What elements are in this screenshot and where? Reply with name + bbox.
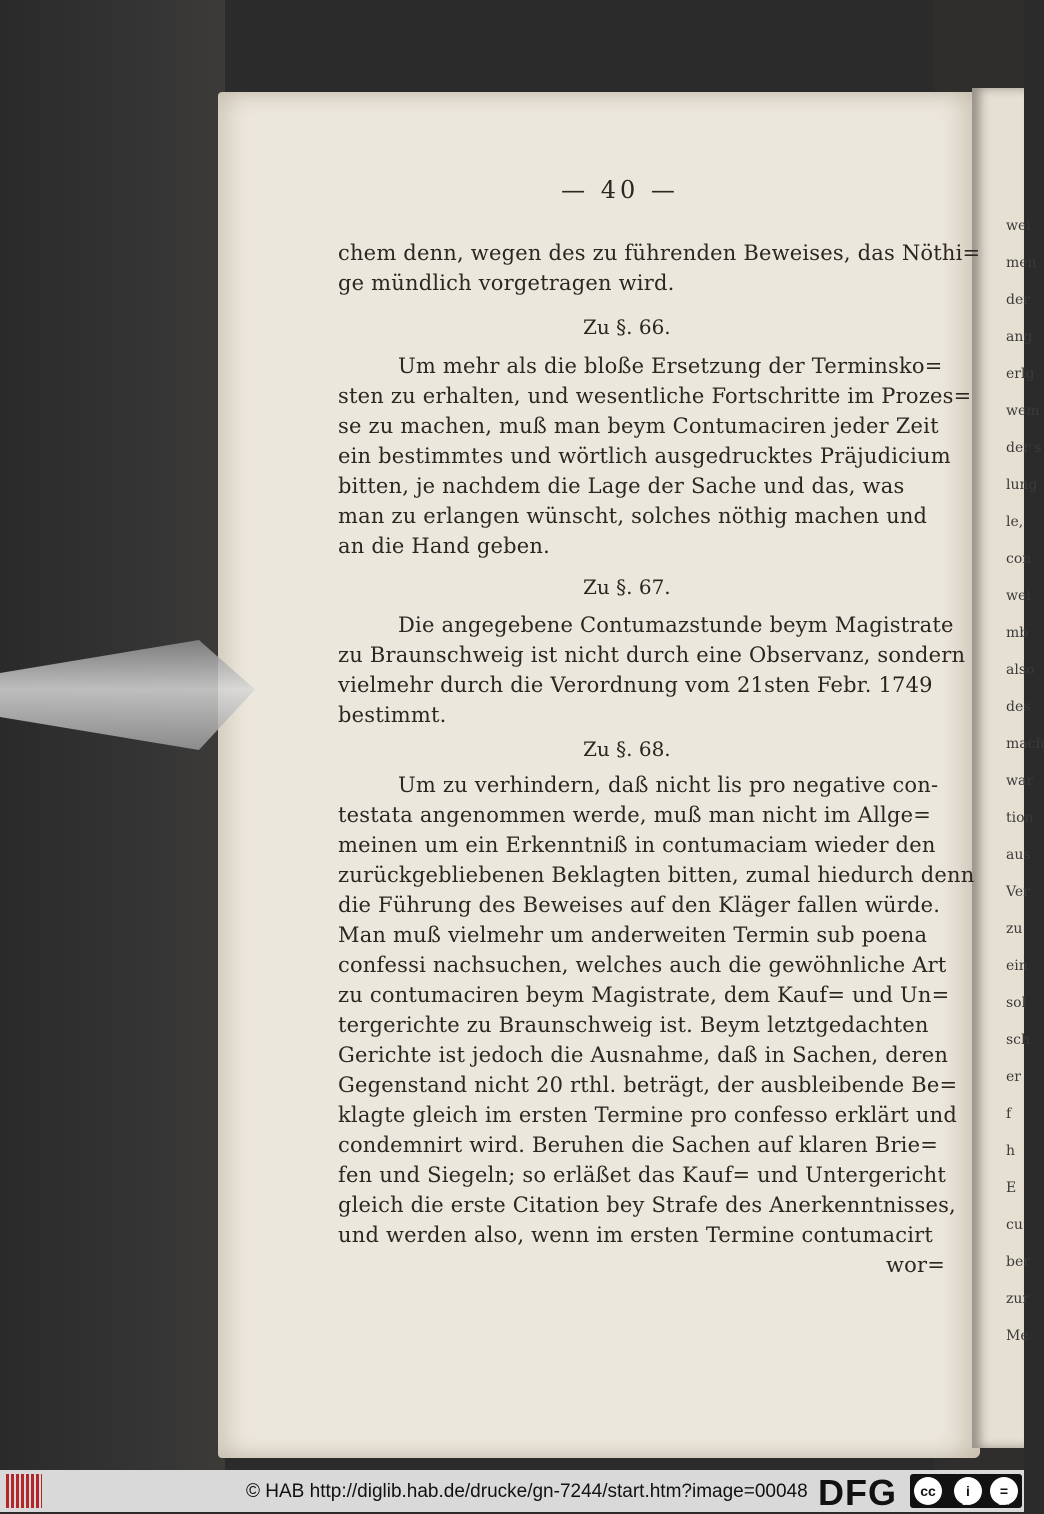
next-page-fragment: mb [1006, 625, 1029, 641]
barcode-icon [6, 1474, 42, 1508]
dfg-logo: DFG [818, 1472, 897, 1513]
text-line: man zu erlangen wünscht, solches nöthig machen und [338, 504, 928, 528]
text-line: zurückgebliebenen Beklagten bitten, zumal hiedurch denn [338, 863, 975, 887]
text-line: vielmehr durch die Verordnung vom 21sten Febr. 1749 [338, 673, 933, 697]
text-line: klagte gleich im ersten Termine pro confesso erklärt und [338, 1103, 958, 1127]
cc-license-badge[interactable] [910, 1474, 1022, 1508]
next-page-fragment: wei [1006, 218, 1031, 234]
next-page-edge [972, 88, 1044, 1448]
text-line: bestimmt. [338, 703, 447, 727]
next-page-fragment: cu [1006, 1217, 1023, 1233]
next-page-fragment: der s [1006, 440, 1042, 456]
next-page-fragment: sch [1006, 1032, 1031, 1048]
next-page-fragment: f [1006, 1106, 1012, 1122]
catchword: wor= [886, 1253, 946, 1277]
text-line: Die angegebene Contumazstunde beym Magistrate [398, 613, 954, 637]
text-line: an die Hand geben. [338, 534, 551, 558]
text-line: gleich die erste Citation bey Strafe des Anerkenntnisses, [338, 1193, 956, 1217]
section-heading: Zu §. 66. [583, 315, 671, 339]
text-line: ein bestimmtes und wörtlich ausgedrucktes Präjudicium [338, 444, 951, 468]
section-heading: Zu §. 67. [583, 575, 671, 599]
next-page-fragment: con [1006, 551, 1032, 567]
next-page-fragment: wei [1006, 588, 1031, 604]
next-page-fragment: zur [1006, 1291, 1030, 1307]
text-line: bitten, je nachdem die Lage der Sache und das, was [338, 474, 905, 498]
by-label: BY [962, 1498, 973, 1507]
text-line: sten zu erhalten, und wesentliche Fortschritte im Prozes= [338, 384, 972, 408]
text-line: und werden also, wenn im ersten Termine contumacirt [338, 1223, 934, 1247]
next-page-fragment: ber [1006, 1254, 1030, 1270]
next-page-fragment: sol [1006, 995, 1027, 1011]
next-page-fragment: Me [1006, 1328, 1029, 1344]
next-page-fragment: ein [1006, 958, 1028, 974]
by-icon: i [954, 1477, 982, 1505]
next-page-fragment: lung [1006, 477, 1038, 493]
next-page-fragment: des [1006, 699, 1031, 715]
page-number: — 40 — [561, 176, 679, 204]
sa-icon: = [990, 1477, 1018, 1505]
text-line: zu Braunschweig ist nicht durch eine Observanz, sondern [338, 643, 966, 667]
text-line: Gegenstand nicht 20 rthl. beträgt, der ausbleibende Be= [338, 1073, 958, 1097]
next-page-fragment: E [1006, 1180, 1017, 1196]
text-line: testata angenommen werde, muß man nicht im Allge= [338, 803, 932, 827]
text-line: Um zu verhindern, daß nicht lis pro negative con- [398, 773, 939, 797]
section-heading: Zu §. 68. [583, 737, 671, 761]
next-page-fragment: tion [1006, 810, 1034, 826]
next-page-fragment: men [1006, 255, 1037, 271]
next-page-fragment: aus [1006, 847, 1031, 863]
next-page-fragment: erlg [1006, 366, 1035, 382]
next-page-fragment: le, [1006, 514, 1024, 530]
next-page-fragment: der [1006, 292, 1030, 308]
next-page-fragment: wem [1006, 403, 1040, 419]
text-line: ge mündlich vorgetragen wird. [338, 271, 675, 295]
next-page-fragment: ang [1006, 329, 1033, 345]
text-line: meinen um ein Erkenntniß in contumaciam wieder den [338, 833, 936, 857]
text-line: Man muß vielmehr um anderweiten Termin sub poena [338, 923, 928, 947]
text-line: zu contumaciren beym Magistrate, dem Kauf= und Un= [338, 983, 950, 1007]
text-line: die Führung des Beweises auf den Kläger fallen würde. [338, 893, 941, 917]
text-line: se zu machen, muß man beym Contumaciren jeder Zeit [338, 414, 939, 438]
text-line: fen und Siegeln; so erläßet das Kauf= und Untergericht [338, 1163, 946, 1187]
next-page-fragment: mach [1006, 736, 1044, 752]
next-page-fragment: er [1006, 1069, 1021, 1085]
next-page-fragment: war [1006, 773, 1034, 789]
next-page-fragment: Ver [1006, 884, 1030, 900]
text-line: Um mehr als die bloße Ersetzung der Terminsko= [398, 354, 943, 378]
text-line: Gerichte ist jedoch die Ausnahme, daß in Sachen, deren [338, 1043, 949, 1067]
next-page-fragment: zu [1006, 921, 1023, 937]
next-page-fragment: h [1006, 1143, 1016, 1159]
sa-label: SA [998, 1498, 1009, 1507]
copyright-link[interactable]: © HAB http://diglib.hab.de/drucke/gn-7244/start.htm?image=00048 [246, 1481, 808, 1502]
next-page-fragment: also [1006, 662, 1035, 678]
text-line: tergerichte zu Braunschweig ist. Beym letztgedachten [338, 1013, 929, 1037]
text-line: chem denn, wegen des zu führenden Beweises, das Nöthi= [338, 241, 981, 265]
text-line: confessi nachsuchen, welches auch die gewöhnliche Art [338, 953, 947, 977]
cc-icon: cc [914, 1477, 942, 1505]
text-line: condemnirt wird. Beruhen die Sachen auf klaren Brie= [338, 1133, 939, 1157]
